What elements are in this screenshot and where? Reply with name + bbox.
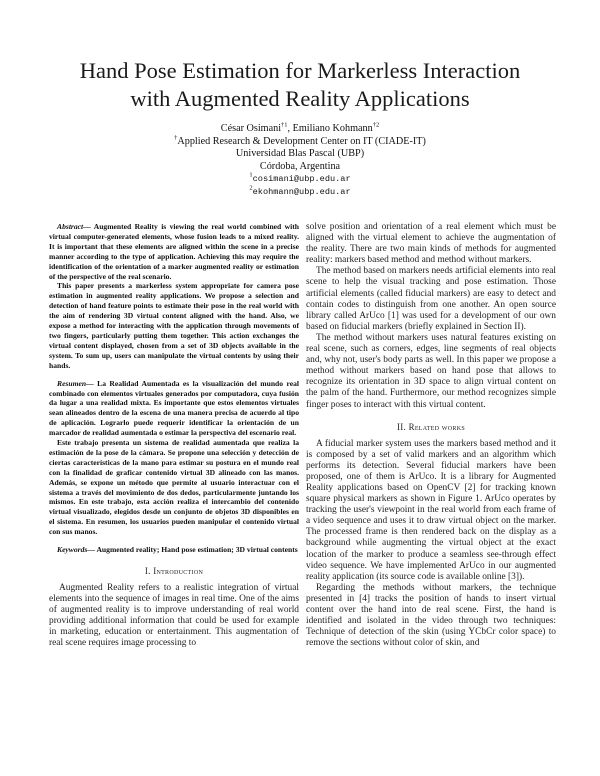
intro-paragraph-3: The method without markers uses natural features existing on real scene, such as corners, edges, line segments of real objects and, why not, user's body parts as well. In this paper we propose a method without markers based on hand pose that allows to recognize its orientation in 3D space to align virtual content on the palm of the hand. Furthermore, our method recognizes simple finger poses to interact with this virtual content. — [306, 332, 556, 410]
title-line-2: with Augmented Reality Applications — [130, 86, 470, 111]
affiliation: †Applied Research & Development Center on IT (CIADE-IT) — [174, 134, 426, 147]
email-2: $^2$ekohmann@ubp.edu.ar — [249, 184, 351, 197]
section-title-introduction: I. Introduction — [144, 566, 204, 576]
city: Córdoba, Argentina — [259, 160, 341, 172]
intro-paragraph-1: Augmented Reality refers to a realistic integration of virtual elements into the sequence of images in real time. One of the aims of augmented reality is to improve understanding of real world providing additional information that could be used for example in marketing, education or entertainment. This augmentation of real scene requires image processing to — [49, 583, 299, 649]
author-2: , Emiliano Kohmann — [287, 123, 373, 134]
left-column — [49, 222, 299, 650]
right-column — [306, 222, 556, 649]
author-block — [100, 123, 500, 199]
university: Universidad Blas Pascal (UBP) — [235, 148, 365, 160]
author-2-mark: †2 — [372, 121, 380, 129]
resumen-paragraph-2: Este trabajo presenta un sistema de realidad aumentada que realiza la estimación de la pose de la cámara. Se propone una selección y detección de ciertas características de la mano para estimar su postura en el mundo real con la finalidad de graficar contenido virtual 3D alineado con las manos. Además, se expone un método que permite al usuario interactuar con el sistema a través del movimiento de dos dedos, particularmente juntando los mismos. En este trabajo, esta acción realiza el intercambio del contenido virtual visualizado, elegidos desde un conjunto de objetos 3D disponibles en el sistema. En resumen, los usuarios pueden manipular el contenido virtual con sus manos. — [49, 438, 299, 537]
author-names — [100, 123, 500, 136]
keywords: Keywords— Augmented reality; Hand pose estimation; 3D virtual contents — [57, 545, 298, 555]
section-title-related-works: II. Related works — [397, 421, 465, 432]
abstract-paragraph-2: This paper presents a markerless system appropriate for camera pose estimation in augmented reality applications. We propose a selection and detection of hand feature points to estimate their pose in the real world with the aim of rendering 3D virtual content aligned with the hand. Also, we expose a method for interacting with the application through movements of two fingers, particularly putting them together. This action exchanges the virtual content displayed, chosen from a set of 3D objects available in the system. To sum up, users can manipulate the virtual contents by using their hands. — [49, 281, 299, 370]
intro-paragraph-cont: solve position and orientation of a real element which must be aligned with the virtual element to achieve the augmentation of the reality. There are two main kinds of methods for augmented reality: markers based method and method without markers. — [306, 222, 556, 266]
email-1: $^1$cosimani@ubp.edu.ar — [249, 171, 351, 185]
author-1-mark: †1 — [281, 121, 288, 129]
paper-title — [40, 57, 560, 113]
related-paragraph-2: Regarding the methods without markers, the technique presented in [4] tracks the position of hands to insert virtual content over the hand into de real scene. First, the hand is identified and isolated in the video through two techniques: Technique of detection of the skin (using YCbCr color space) to remove the sections without color of skin, and — [306, 582, 556, 649]
title-line-1: Hand Pose Estimation for Markerless Interaction — [79, 58, 521, 83]
intro-paragraph-2: The method based on markers needs artificial elements into real scene to help the visual tracking and pose estimation. Those artificial elements (called fiducial markers) are easy to detect and contain codes to distinguish from one another. An open source library called ArUco [1] was used for a development of our own based on fiducial markers (briefly explained in Section II). — [306, 266, 556, 332]
author-1: César Osimani — [220, 123, 282, 134]
keywords-label: Keywords— — [57, 545, 95, 555]
related-paragraph-1: A fiducial marker system uses the markers based method and it is composed by a set of valid markers and an algorithm which performs its detection. Several fiducial markers have been proposed, one of them is ArUco. It is a library for Augmented Reality applications based on OpenCV [2] for tracking known square physical markers as shown in Figure 1. ArUco operates by tracking the user's viewpoint in the real world from each frame of a video sequence and uses it to draw virtual object on the marker. The processed frame is then rendered back on the display as a background while augmenting the virtual object at the exact location of the marker to produce a seamless see-through effect video sequence. We have implemented ArUco in our augmented reality application (its source code is available online [3]). — [306, 438, 556, 582]
resumen-paragraph-1: Resumen— La Realidad Aumentada es la visualización del mundo real combinado con elementos virtuales generados por computadora, cuya fusión da lugar a una realidad mixta. Es importante que estos elementos virtuales sean alineados dentro de la escena de una manera precisa de acuerdo al tipo de aplicación. Lograrlo puede requerir identificar la orientación de un marcador de realidad aumentada o estimar la perspectiva del escenario real. — [49, 378, 299, 438]
abstract-paragraph-1: Abstract— Augmented Reality is viewing the real world combined with virtual computer-generated elements, whose fusion leads to a mixed reality. It is important that these elements are aligned within the scene in a precise manner according to the type of application. Achieving this may require the identification of the orientation of a marker augmented reality or estimation of the perspective of the real scenario. — [49, 222, 299, 281]
resumen-label: Resumen— — [57, 378, 94, 388]
abstract-label: Abstract— — [57, 222, 91, 231]
affiliation-mark: † — [174, 134, 178, 142]
